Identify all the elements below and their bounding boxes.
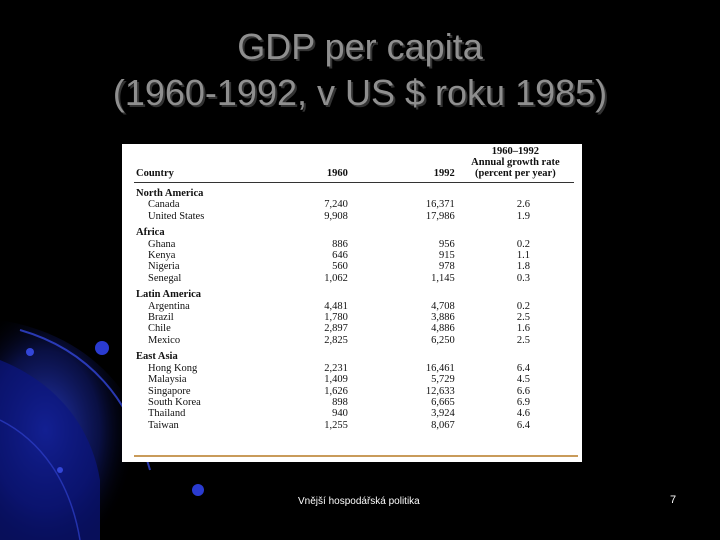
region-name: North America xyxy=(136,188,204,199)
growth-rate: 0.2 xyxy=(516,238,530,250)
growth-rate: 4.5 xyxy=(516,374,530,386)
region-row xyxy=(134,183,574,200)
gdp-1960: 2,825 xyxy=(324,334,348,346)
gdp-1960: 1,626 xyxy=(324,385,348,397)
gdp-1992: 6,250 xyxy=(431,334,455,346)
region-row xyxy=(134,346,574,362)
table-row xyxy=(134,397,574,408)
gdp-table xyxy=(134,144,574,431)
gdp-1992: 6,665 xyxy=(431,396,455,408)
growth-rate: 4.6 xyxy=(516,408,530,420)
country-name: Chile xyxy=(148,323,171,335)
gdp-1992: 17,986 xyxy=(425,210,455,222)
gdp-1992: 3,886 xyxy=(431,312,455,324)
gdp-1992: 8,067 xyxy=(431,419,455,431)
table-row xyxy=(134,323,574,334)
gdp-1992: 12,633 xyxy=(425,385,455,397)
title-line-1: GDP per capita xyxy=(237,26,483,67)
table-row xyxy=(134,312,574,323)
gdp-1960: 1,409 xyxy=(324,374,348,386)
region-row xyxy=(134,284,574,300)
gdp-1960: 898 xyxy=(332,396,348,408)
gdp-1992: 16,371 xyxy=(425,199,455,211)
region-name: Africa xyxy=(136,227,165,239)
growth-rate: 0.2 xyxy=(516,300,530,312)
gdp-table-panel xyxy=(122,144,582,462)
gdp-1992: 1,145 xyxy=(431,272,455,284)
country-name: Argentina xyxy=(148,300,190,312)
region-row xyxy=(134,222,574,238)
header-growth-rate xyxy=(457,144,574,183)
country-name: Taiwan xyxy=(148,419,179,431)
gdp-1960: 2,231 xyxy=(324,362,348,374)
country-name: Kenya xyxy=(148,250,176,262)
growth-rate: 1.8 xyxy=(516,261,530,273)
table-row xyxy=(134,250,574,261)
growth-rate: 2.5 xyxy=(516,312,530,324)
country-name: Canada xyxy=(148,199,180,211)
table-row xyxy=(134,386,574,397)
header-1992: 1992 xyxy=(433,168,455,179)
country-name: Nigeria xyxy=(148,261,180,273)
growth-rate: 6.6 xyxy=(516,385,530,397)
gdp-1992: 956 xyxy=(439,238,455,250)
gdp-1992: 978 xyxy=(439,261,455,273)
country-name: Malaysia xyxy=(148,374,187,386)
growth-rate: 1.1 xyxy=(516,250,530,262)
page-number: 7 xyxy=(670,494,677,506)
gdp-1960: 1,062 xyxy=(324,272,348,284)
gdp-1960: 1,255 xyxy=(324,419,348,431)
gdp-1960: 560 xyxy=(332,261,348,273)
table-row xyxy=(134,199,574,210)
country-name: Ghana xyxy=(148,238,176,250)
growth-rate: 2.5 xyxy=(516,334,530,346)
header-rate-line-3: (percent per year) xyxy=(475,168,556,179)
table-row xyxy=(134,301,574,312)
gdp-1960: 646 xyxy=(332,250,348,262)
gdp-1960: 4,481 xyxy=(324,300,348,312)
gdp-1960: 2,897 xyxy=(324,323,348,335)
growth-rate: 1.9 xyxy=(516,210,530,222)
gdp-1960: 1,780 xyxy=(324,312,348,324)
header-country: Country xyxy=(136,168,174,179)
country-name: United States xyxy=(148,210,205,222)
gdp-1992: 16,461 xyxy=(425,362,455,374)
table-row xyxy=(134,211,574,222)
region-name: Latin America xyxy=(136,289,202,301)
table-row xyxy=(134,273,574,284)
header-rate-line-1: 1960–1992 xyxy=(491,146,540,157)
title-line-2: (1960-1992, v US $ roku 1985) xyxy=(112,72,608,113)
table-header-row xyxy=(134,144,574,183)
growth-rate: 1.6 xyxy=(516,323,530,335)
country-name: Thailand xyxy=(148,408,186,420)
slide-title xyxy=(0,24,720,116)
gdp-1992: 3,924 xyxy=(431,408,455,420)
table-row xyxy=(134,374,574,385)
table-row xyxy=(134,239,574,250)
table-body xyxy=(134,183,574,432)
country-name: Mexico xyxy=(148,334,181,346)
gdp-1960: 9,908 xyxy=(324,210,348,222)
table-row xyxy=(134,420,574,431)
growth-rate: 6.9 xyxy=(516,396,530,408)
header-rate-line-2: Annual growth rate xyxy=(471,157,560,168)
gdp-1992: 915 xyxy=(439,250,455,262)
gdp-1960: 940 xyxy=(332,408,348,420)
region-name: East Asia xyxy=(136,351,178,363)
country-name: South Korea xyxy=(148,396,201,408)
gdp-1992: 4,886 xyxy=(431,323,455,335)
country-name: Brazil xyxy=(148,312,174,324)
country-name: Senegal xyxy=(148,272,182,284)
gdp-1992: 4,708 xyxy=(431,300,455,312)
table-bottom-rule xyxy=(134,455,578,457)
table-row xyxy=(134,408,574,419)
table-row xyxy=(134,363,574,374)
gdp-1960: 886 xyxy=(332,238,348,250)
header-1960: 1960 xyxy=(326,168,348,179)
gdp-1992: 5,729 xyxy=(431,374,455,386)
growth-rate: 6.4 xyxy=(516,362,530,374)
country-name: Hong Kong xyxy=(148,362,198,374)
growth-rate: 2.6 xyxy=(516,199,530,211)
growth-rate: 0.3 xyxy=(516,272,530,284)
slide-footer: Vnější hospodářská politika xyxy=(298,496,420,507)
gdp-1960: 7,240 xyxy=(324,199,348,211)
growth-rate: 6.4 xyxy=(516,419,530,431)
country-name: Singapore xyxy=(148,385,191,397)
table-row xyxy=(134,335,574,346)
table-row xyxy=(134,261,574,272)
